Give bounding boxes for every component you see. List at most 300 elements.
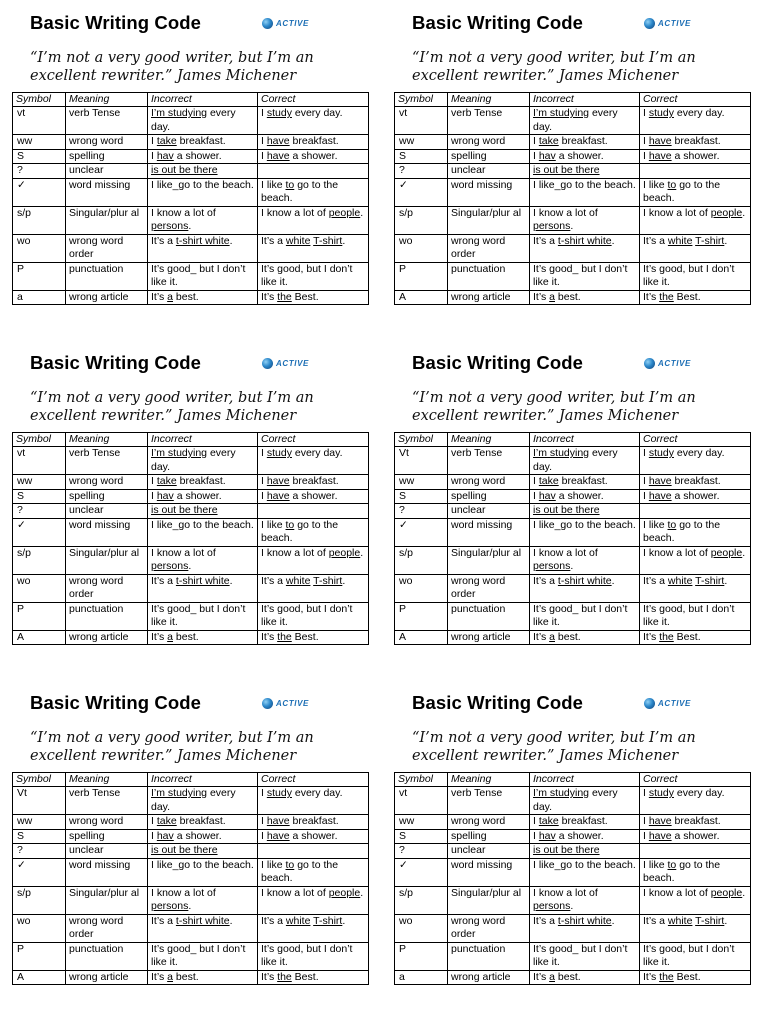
correct-cell xyxy=(258,135,369,150)
cell-text: It’s a xyxy=(151,234,176,247)
cell-text: every day. xyxy=(533,787,618,813)
underlined-text: have xyxy=(648,815,672,827)
meaning-cell: wrong word xyxy=(448,475,530,490)
underlined-text: t-shirt white xyxy=(175,574,230,587)
underlined-text: T-shirt xyxy=(313,234,343,247)
table-row xyxy=(13,787,369,815)
underlined-text: the xyxy=(659,290,674,303)
cell-text: It’s good xyxy=(643,942,683,955)
cell-text: every day. xyxy=(673,447,725,459)
underlined-text: I’m studying xyxy=(151,107,208,119)
cell-text: . xyxy=(570,900,574,912)
correct-cell xyxy=(258,475,369,490)
incorrect-cell xyxy=(530,447,640,475)
incorrect-cell xyxy=(148,489,258,504)
cell-text: breakfast. xyxy=(558,815,608,827)
cell-text: a shower. xyxy=(173,829,222,842)
table-row xyxy=(13,149,369,164)
correct-cell xyxy=(640,942,751,970)
symbol-cell: vt xyxy=(13,447,66,475)
underlined-text: persons xyxy=(533,560,571,572)
cell-text: It’s xyxy=(151,630,168,643)
correct-cell xyxy=(258,290,369,305)
underlined-text: is out be there xyxy=(151,164,218,176)
incorrect-cell xyxy=(148,475,258,490)
underlined-text: have xyxy=(266,475,290,487)
symbol-cell: s/p xyxy=(395,546,448,574)
symbol-cell: ww xyxy=(13,815,66,830)
header-meaning: Meaning xyxy=(66,93,148,107)
cell-text: Best. xyxy=(291,970,319,983)
cell-text: It’s good xyxy=(261,602,301,615)
cell-text: . xyxy=(188,220,192,232)
writing-code-table xyxy=(12,772,369,985)
cell-text: I xyxy=(261,135,267,147)
correct-cell xyxy=(258,489,369,504)
underlined-text: a xyxy=(549,630,555,643)
underlined-text: take xyxy=(156,475,177,487)
underlined-text: white xyxy=(667,914,693,927)
cell-text: breakfast. xyxy=(671,135,721,147)
cell-text: . xyxy=(724,574,728,587)
cell-text: I like xyxy=(261,858,286,871)
cell-text: . xyxy=(188,900,192,912)
cell-text: I know a lot of xyxy=(261,886,329,899)
header-correct: Correct xyxy=(258,93,369,107)
underlined-text: to xyxy=(285,178,295,191)
underlined-text: I’m studying xyxy=(533,787,590,799)
cell-text: best. xyxy=(173,970,199,983)
card-title: Basic Writing Code xyxy=(412,692,584,713)
incorrect-cell xyxy=(530,844,640,859)
underlined-text: is out be there xyxy=(151,844,218,856)
incorrect-cell xyxy=(148,290,258,305)
cell-text: I know a lot of xyxy=(261,546,329,559)
underlined-text: T-shirt xyxy=(695,914,725,927)
correct-cell xyxy=(258,886,369,914)
cell-text: a shower. xyxy=(555,489,604,502)
meaning-cell: verb Tense xyxy=(448,787,530,815)
cell-text: . xyxy=(611,574,615,587)
cell-text: It’s a xyxy=(643,574,668,587)
header-meaning: Meaning xyxy=(66,773,148,787)
header-meaning: Meaning xyxy=(448,773,530,787)
cell-text: It’s xyxy=(533,630,550,643)
symbol-cell: s/p xyxy=(13,206,66,234)
incorrect-cell xyxy=(530,504,640,519)
quote-line-1: “I’m not a very good writer, but I’m an xyxy=(30,50,314,66)
cell-text: It’s a xyxy=(533,914,558,927)
incorrect-cell xyxy=(530,107,640,135)
underlined-text: t-shirt white xyxy=(557,234,612,247)
meaning-cell: word missing xyxy=(66,518,148,546)
cell-text: . xyxy=(724,914,728,927)
symbol-cell: A xyxy=(13,630,66,645)
symbol-cell: ww xyxy=(395,815,448,830)
table-row xyxy=(395,489,751,504)
incorrect-cell xyxy=(148,829,258,844)
writing-code-table xyxy=(12,432,369,645)
underlined-text: , xyxy=(682,942,686,955)
symbol-cell: s/p xyxy=(395,886,448,914)
card-title: Basic Writing Code xyxy=(30,352,202,373)
correct-cell xyxy=(640,914,751,942)
symbol-cell: vt xyxy=(13,107,66,135)
header-symbol: Symbol xyxy=(13,773,66,787)
cell-text: go to the beach. xyxy=(261,518,339,544)
meaning-cell: word missing xyxy=(66,858,148,886)
table-row xyxy=(13,602,369,630)
cell-text: It’s a xyxy=(261,574,286,587)
table-row xyxy=(13,178,369,206)
symbol-cell: s/p xyxy=(13,546,66,574)
cell-text: best. xyxy=(173,630,199,643)
incorrect-cell xyxy=(530,602,640,630)
cell-text: go to the beach. xyxy=(261,858,339,884)
correct-cell xyxy=(258,787,369,815)
writing-code-table xyxy=(394,92,751,305)
incorrect-cell xyxy=(148,107,258,135)
cell-text: It’s a xyxy=(643,914,668,927)
cell-text: I like xyxy=(643,518,668,531)
symbol-cell: a xyxy=(395,970,448,985)
cell-text: a shower. xyxy=(555,829,604,842)
underlined-text: a xyxy=(167,630,173,643)
table-row xyxy=(395,942,751,970)
correct-cell xyxy=(258,234,369,262)
underlined-text: to xyxy=(667,858,677,871)
table-row xyxy=(395,504,751,519)
correct-cell xyxy=(640,630,751,645)
symbol-cell: ww xyxy=(13,135,66,150)
cell-text: I like_go to the beach. xyxy=(533,858,636,871)
table-row xyxy=(395,518,751,546)
meaning-cell: punctuation xyxy=(448,602,530,630)
correct-cell xyxy=(640,149,751,164)
symbol-cell: ww xyxy=(13,475,66,490)
correct-cell xyxy=(258,164,369,179)
underlined-text: people xyxy=(710,546,743,559)
symbol-cell: s/p xyxy=(13,886,66,914)
underlined-text: white xyxy=(285,914,311,927)
correct-cell xyxy=(258,602,369,630)
cell-text: breakfast. xyxy=(558,475,608,487)
underlined-text: a xyxy=(549,290,555,303)
underlined-text: people xyxy=(328,206,361,219)
underlined-text: white xyxy=(667,574,693,587)
cell-text: but I don’t like it. xyxy=(643,602,735,628)
cell-text: Best. xyxy=(291,290,319,303)
table-row xyxy=(13,518,369,546)
card-title: Basic Writing Code xyxy=(412,12,584,33)
incorrect-cell xyxy=(530,206,640,234)
globe-icon xyxy=(262,698,273,709)
underlined-text: people xyxy=(710,886,743,899)
correct-cell xyxy=(640,475,751,490)
cell-text: It’s xyxy=(151,290,168,303)
cell-text: . xyxy=(570,220,574,232)
meaning-cell: word missing xyxy=(448,858,530,886)
symbol-cell: ? xyxy=(13,164,66,179)
globe-icon xyxy=(644,358,655,369)
cell-text: It’s good_ but I don’t like it. xyxy=(533,602,628,628)
underlined-text: have xyxy=(266,135,290,147)
logo-text: ACTIVE xyxy=(276,359,309,368)
underlined-text: t-shirt white xyxy=(557,574,612,587)
underlined-text: have xyxy=(266,149,290,162)
header-symbol: Symbol xyxy=(395,93,448,107)
cell-text: I xyxy=(643,475,649,487)
table-header-row xyxy=(395,773,751,787)
symbol-cell: wo xyxy=(13,574,66,602)
symbol-cell: ✓ xyxy=(13,518,66,546)
meaning-cell: wrong article xyxy=(66,970,148,985)
correct-cell xyxy=(258,262,369,290)
cell-text: a shower. xyxy=(671,149,720,162)
symbol-cell: S xyxy=(13,489,66,504)
underlined-text: I’m studying xyxy=(533,107,590,119)
symbol-cell: ? xyxy=(395,844,448,859)
cell-text: I xyxy=(151,815,157,827)
table-row xyxy=(13,107,369,135)
underlined-text: have xyxy=(648,475,672,487)
underlined-text: is out be there xyxy=(533,164,600,176)
globe-icon xyxy=(644,698,655,709)
incorrect-cell xyxy=(148,914,258,942)
incorrect-cell xyxy=(148,206,258,234)
meaning-cell: Singular/plur al xyxy=(66,546,148,574)
card-title: Basic Writing Code xyxy=(412,352,584,373)
symbol-cell: S xyxy=(395,829,448,844)
correct-cell xyxy=(640,290,751,305)
quote-line-2: excellent rewriter.” James Michener xyxy=(412,408,679,424)
symbol-cell: ww xyxy=(395,135,448,150)
incorrect-cell xyxy=(148,970,258,985)
symbol-cell: wo xyxy=(395,574,448,602)
cell-text: I know a lot of xyxy=(151,546,216,559)
symbol-cell: P xyxy=(13,942,66,970)
table-header-row xyxy=(13,93,369,107)
cell-text: I xyxy=(643,787,649,799)
cell-text: It’s xyxy=(261,970,278,983)
underlined-text: hav xyxy=(156,829,174,842)
meaning-cell: wrong word xyxy=(448,135,530,150)
incorrect-cell xyxy=(530,178,640,206)
incorrect-cell xyxy=(148,135,258,150)
active-logo xyxy=(262,358,309,369)
meaning-cell: Singular/plur al xyxy=(66,886,148,914)
correct-cell xyxy=(258,829,369,844)
symbol-cell: A xyxy=(13,970,66,985)
meaning-cell: punctuation xyxy=(448,942,530,970)
incorrect-cell xyxy=(148,630,258,645)
cell-text: I like_go to the beach. xyxy=(533,518,636,531)
correct-cell xyxy=(640,262,751,290)
quote-line-1: “I’m not a very good writer, but I’m an xyxy=(412,730,696,746)
globe-icon xyxy=(262,358,273,369)
symbol-cell: S xyxy=(13,149,66,164)
cell-text: best. xyxy=(555,290,581,303)
cell-text: I like_go to the beach. xyxy=(533,178,636,191)
symbol-cell: ww xyxy=(395,475,448,490)
symbol-cell: vt xyxy=(395,787,448,815)
table-row xyxy=(13,886,369,914)
incorrect-cell xyxy=(530,914,640,942)
cell-text: but I don’t like it. xyxy=(261,602,353,628)
cell-text: It’s good_ but I don’t like it. xyxy=(533,942,628,968)
cell-text: I xyxy=(643,829,649,842)
cell-text: I know a lot of xyxy=(151,206,216,219)
meaning-cell: unclear xyxy=(66,504,148,519)
cell-text: . xyxy=(742,546,746,559)
cell-text: It’s a xyxy=(643,234,668,247)
meaning-cell: word missing xyxy=(448,518,530,546)
header-symbol: Symbol xyxy=(13,93,66,107)
incorrect-cell xyxy=(148,164,258,179)
correct-cell xyxy=(640,178,751,206)
table-row xyxy=(395,630,751,645)
cell-text: I like xyxy=(643,178,668,191)
cell-text: a shower. xyxy=(671,829,720,842)
underlined-text: persons xyxy=(151,220,189,232)
cell-text: I xyxy=(643,107,649,119)
table-row xyxy=(395,829,751,844)
table-row xyxy=(395,149,751,164)
cell-text: . xyxy=(611,234,615,247)
symbol-cell: A xyxy=(395,630,448,645)
cell-text: It’s good xyxy=(261,942,301,955)
cell-text: a shower. xyxy=(173,149,222,162)
underlined-text: people xyxy=(710,206,743,219)
cell-text: It’s good xyxy=(261,262,301,275)
incorrect-cell xyxy=(148,262,258,290)
table-row xyxy=(13,290,369,305)
underlined-text: white xyxy=(285,574,311,587)
incorrect-cell xyxy=(530,518,640,546)
incorrect-cell xyxy=(148,602,258,630)
header-correct: Correct xyxy=(258,773,369,787)
incorrect-cell xyxy=(148,447,258,475)
cell-text: every day. xyxy=(151,447,236,473)
cell-text: I xyxy=(151,135,157,147)
cell-text: I know a lot of xyxy=(643,206,711,219)
underlined-text: persons xyxy=(533,900,571,912)
active-logo xyxy=(262,698,309,709)
meaning-cell: word missing xyxy=(448,178,530,206)
underlined-text: is out be there xyxy=(533,844,600,856)
underlined-text: hav xyxy=(538,149,556,162)
cell-text: breakfast. xyxy=(176,815,226,827)
meaning-cell: wrong word xyxy=(66,135,148,150)
table-row xyxy=(395,858,751,886)
writing-code-card-6 xyxy=(392,682,750,1012)
cell-text: I xyxy=(533,489,539,502)
meaning-cell: spelling xyxy=(66,489,148,504)
correct-cell xyxy=(258,844,369,859)
header-meaning: Meaning xyxy=(66,433,148,447)
symbol-cell: ✓ xyxy=(395,518,448,546)
cell-text: It’s xyxy=(533,290,550,303)
cell-text: . xyxy=(724,234,728,247)
underlined-text: the xyxy=(659,630,674,643)
meaning-cell: wrong word order xyxy=(66,234,148,262)
cell-text: I xyxy=(643,489,649,502)
cell-text: breakfast. xyxy=(671,815,721,827)
cell-text: I xyxy=(643,135,649,147)
logo-text: ACTIVE xyxy=(658,359,691,368)
underlined-text: take xyxy=(538,815,559,827)
quote xyxy=(412,389,747,425)
table-row xyxy=(13,630,369,645)
meaning-cell: Singular/plur al xyxy=(448,546,530,574)
symbol-cell: ✓ xyxy=(13,858,66,886)
cell-text: I xyxy=(151,475,157,487)
correct-cell xyxy=(258,914,369,942)
incorrect-cell xyxy=(148,886,258,914)
correct-cell xyxy=(640,135,751,150)
meaning-cell: wrong word order xyxy=(448,574,530,602)
underlined-text: take xyxy=(538,135,559,147)
underlined-text: study xyxy=(648,107,674,119)
underlined-text: the xyxy=(659,970,674,983)
meaning-cell: punctuation xyxy=(448,262,530,290)
incorrect-cell xyxy=(530,630,640,645)
cell-text: I know a lot of xyxy=(261,206,329,219)
underlined-text: have xyxy=(648,489,672,502)
cell-text: breakfast. xyxy=(671,475,721,487)
table-row xyxy=(395,135,751,150)
correct-cell xyxy=(640,815,751,830)
cell-text: breakfast. xyxy=(176,135,226,147)
logo-text: ACTIVE xyxy=(658,19,691,28)
underlined-text: I’m studying xyxy=(151,447,208,459)
table-row xyxy=(13,135,369,150)
logo-text: ACTIVE xyxy=(658,699,691,708)
cell-text: It’s xyxy=(261,630,278,643)
cell-text: . xyxy=(342,234,346,247)
writing-code-card-4 xyxy=(392,342,750,672)
quote-line-1: “I’m not a very good writer, but I’m an xyxy=(412,390,696,406)
meaning-cell: Singular/plur al xyxy=(448,206,530,234)
symbol-cell: ✓ xyxy=(13,178,66,206)
symbol-cell: A xyxy=(395,290,448,305)
correct-cell xyxy=(640,886,751,914)
cell-text: I xyxy=(533,475,539,487)
underlined-text: study xyxy=(648,787,674,799)
cell-text: I xyxy=(261,787,267,799)
correct-cell xyxy=(258,206,369,234)
meaning-cell: wrong article xyxy=(66,630,148,645)
cell-text: breakfast. xyxy=(289,475,339,487)
underlined-text: I’m studying xyxy=(533,447,590,459)
cell-text: . xyxy=(188,560,192,572)
meaning-cell: wrong word xyxy=(66,475,148,490)
table-row xyxy=(395,262,751,290)
incorrect-cell xyxy=(530,475,640,490)
cell-text: I know a lot of xyxy=(533,886,598,899)
cell-text: I xyxy=(643,149,649,162)
meaning-cell: Singular/plur al xyxy=(448,886,530,914)
quote-line-1: “I’m not a very good writer, but I’m an xyxy=(30,390,314,406)
cell-text: . xyxy=(360,886,364,899)
table-row xyxy=(13,262,369,290)
cell-text: but I don’t like it. xyxy=(643,942,735,968)
cell-text: breakfast. xyxy=(176,475,226,487)
underlined-text: have xyxy=(266,829,290,842)
underlined-text: t-shirt white xyxy=(557,914,612,927)
cell-text: a shower. xyxy=(173,489,222,502)
incorrect-cell xyxy=(530,829,640,844)
